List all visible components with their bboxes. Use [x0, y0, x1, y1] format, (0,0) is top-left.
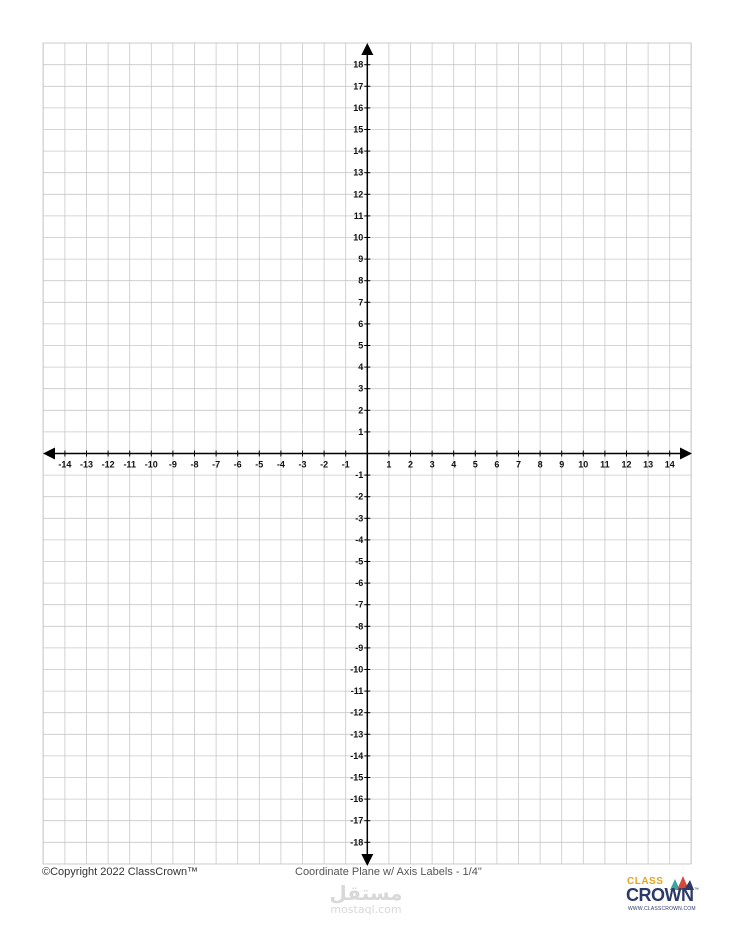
y-tick-label: -9	[355, 642, 364, 653]
x-tick-label: -11	[123, 459, 136, 470]
x-tick-label: 8	[537, 459, 543, 470]
x-tick-label: 7	[515, 459, 522, 470]
y-tick-label: 5	[358, 340, 364, 351]
y-tick-label: -13	[350, 729, 364, 740]
y-tick-label: 13	[353, 167, 364, 178]
y-tick-label: 12	[353, 189, 364, 200]
y-tick-label: -6	[355, 578, 364, 589]
watermark	[316, 882, 416, 916]
x-tick-label: -10	[144, 459, 158, 470]
y-tick-label: -1	[355, 470, 364, 481]
y-tick-label: 16	[353, 102, 364, 113]
x-tick-label: 10	[578, 459, 589, 470]
x-tick-label: 9	[559, 459, 565, 470]
y-tick-label: -7	[355, 599, 364, 610]
y-tick-label: -12	[350, 707, 364, 718]
y-tick-label: -15	[350, 772, 364, 783]
y-tick-label: 1	[358, 426, 364, 437]
y-tick-label: 10	[353, 232, 364, 243]
y-tick-label: 15	[353, 124, 364, 135]
y-tick-label: -18	[350, 837, 364, 848]
x-tick-label: 1	[386, 459, 392, 470]
y-tick-label: 18	[353, 59, 364, 70]
copyright-text: ©Copyright 2022 ClassCrown™	[42, 866, 199, 878]
x-tick-label: 12	[621, 459, 632, 470]
y-tick-label: 9	[358, 254, 364, 265]
y-tick-label: -10	[350, 664, 364, 675]
x-tick-label: -7	[212, 459, 221, 470]
y-tick-label: 3	[358, 383, 364, 394]
y-tick-label: 2	[358, 405, 364, 416]
x-tick-label: -6	[233, 459, 242, 470]
x-tick-label: 6	[494, 459, 500, 470]
y-tick-label: -5	[355, 556, 364, 567]
watermark-latin: mostaql.com	[330, 903, 402, 916]
y-axis-arrow-up	[361, 43, 373, 55]
x-tick-label: -13	[79, 459, 94, 470]
x-tick-label: 4	[451, 459, 457, 470]
y-tick-label: -2	[355, 491, 364, 502]
x-tick-label: -8	[190, 459, 199, 470]
x-tick-label: 3	[429, 459, 435, 470]
x-tick-label: -9	[168, 459, 177, 470]
y-tick-label: -3	[355, 513, 364, 524]
document-title: Coordinate Plane w/ Axis Labels - 1/4"	[295, 866, 482, 878]
x-tick-label: 13	[643, 459, 654, 470]
y-tick-label: -17	[350, 815, 364, 826]
x-tick-label: 14	[664, 459, 675, 470]
x-tick-label: 2	[407, 459, 414, 470]
x-tick-label: 5	[472, 459, 478, 470]
axes	[43, 43, 692, 866]
x-tick-label: -5	[255, 459, 264, 470]
y-tick-label: 4	[358, 362, 364, 373]
logo-url: WWW.CLASSCROWN.COM	[628, 906, 696, 912]
y-tick-label: -14	[350, 750, 364, 761]
x-axis-arrow-right	[680, 448, 692, 460]
y-tick-label: 7	[358, 297, 364, 308]
y-tick-label: 6	[358, 318, 364, 329]
y-tick-label: 14	[353, 146, 364, 157]
x-tick-label: -14	[58, 459, 72, 470]
y-tick-label: -16	[350, 794, 364, 805]
x-tick-label: 11	[600, 459, 610, 470]
x-tick-label: -2	[320, 459, 329, 470]
y-tick-label: 17	[353, 81, 364, 92]
x-tick-label: -4	[276, 459, 285, 470]
x-axis-arrow-left	[43, 448, 55, 460]
y-tick-label: 11	[353, 210, 364, 221]
y-tick-label: -8	[355, 621, 364, 632]
logo-word-class: CLASS	[627, 876, 664, 887]
logo-trademark: ™	[694, 887, 699, 893]
y-tick-label: -4	[355, 534, 364, 545]
y-tick-label: 8	[358, 275, 364, 286]
watermark-arabic: مستقل	[329, 881, 403, 905]
x-tick-label: -3	[298, 459, 307, 470]
y-tick-label: -11	[350, 686, 364, 697]
x-tick-label: -1	[341, 459, 350, 470]
classcrown-logo	[622, 876, 702, 916]
logo-word-crown: CROWN	[626, 885, 694, 905]
x-tick-label: -12	[101, 459, 115, 470]
